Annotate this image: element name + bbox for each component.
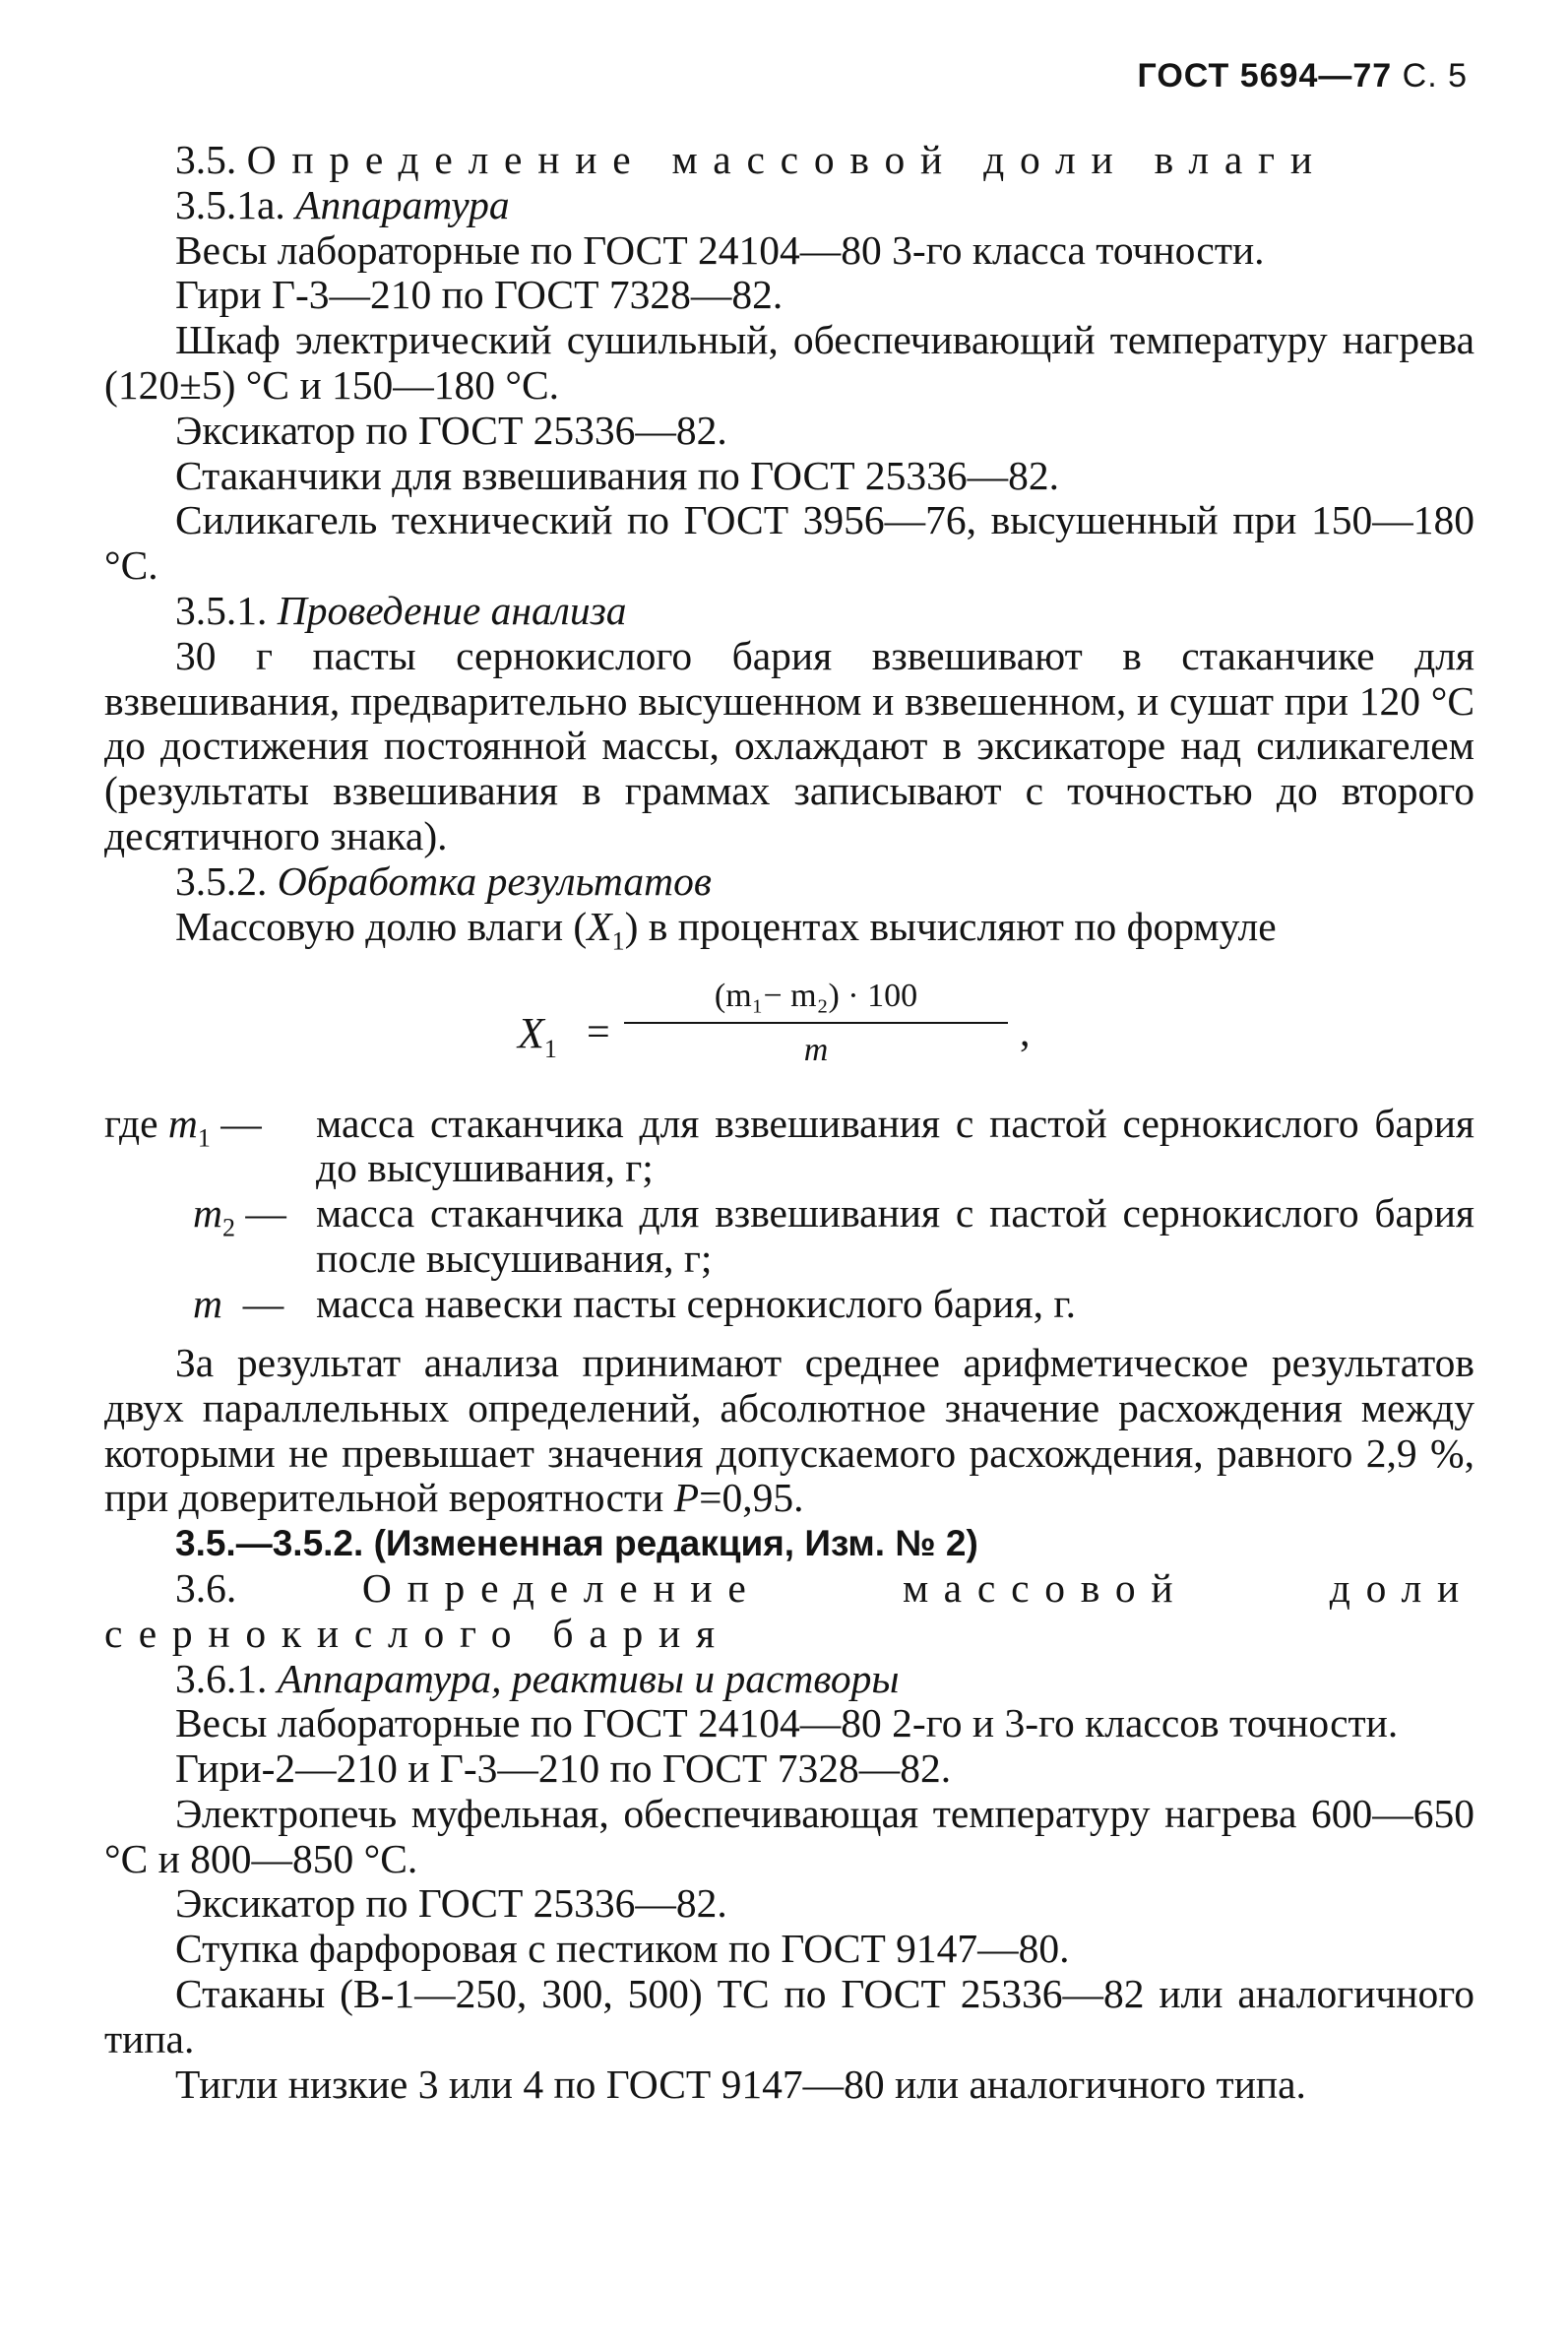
section-title: Определение массовой доли сернокислого бария <box>104 1564 1475 1656</box>
document-body <box>104 138 1474 2107</box>
definition-item: $m_2$ — масса стаканчика для взвешивания с пастой сернокислого бария после высушивания, г; <box>193 1190 1474 1282</box>
subsection-heading-3-6-1: 3.6.1. Аппаратура, реактивы и растворы <box>175 1655 900 1701</box>
subsection-heading-3-5-2: 3.5.2. Обработка результатов <box>175 857 712 904</box>
formula-numerator: (m₁− m₂) · 100 <box>624 974 1008 1025</box>
equipment-item: Гири-2—210 и Г-3—210 по ГОСТ 7328—82. <box>175 1745 952 1792</box>
amendment-note: 3.5.—3.5.2. (Измененная редакция, Изм. № 2) <box>175 1523 978 1564</box>
formula-comma: , <box>1020 1009 1031 1055</box>
equipment-item: Ступка фарфоровая с пестиком по ГОСТ 9147—80. <box>175 1926 1070 1972</box>
equipment-item: Стаканы (В-1—250, 300, 500) ТС по ГОСТ 25336—82 или аналогичного типа. <box>104 1971 1474 2062</box>
apparatus-item: Гири Г-3—210 по ГОСТ 7328—82. <box>175 272 784 318</box>
subsection-title: Аппаратура, реактивы и растворы <box>277 1655 900 1701</box>
apparatus-item: Шкаф электрический сушильный, обеспечивающий температуру нагрева (120±5) °С и 150—180 °С. <box>104 317 1474 408</box>
equipment-item: Эксикатор по ГОСТ 25336—82. <box>175 1880 727 1927</box>
definition-item: m — масса навески пасты сернокислого бария, г. <box>193 1280 1077 1326</box>
subsection-title: Проведение анализа <box>277 587 627 633</box>
section-heading-3-6: 3.6. Определение массовой доли сернокислого бария <box>104 1564 1475 1656</box>
formula-equals: = <box>587 1009 610 1055</box>
moisture-formula <box>104 972 1474 1094</box>
page-header <box>1138 57 1468 95</box>
equipment-item: Весы лабораторные по ГОСТ 24104—80 2-го и 3-го классов точности. <box>175 1700 1399 1746</box>
equipment-item: Электропечь муфельная, обеспечивающая температуру нагрева 600—650 °С и 800—850 °С. <box>104 1790 1474 1881</box>
section-title: Определение массовой доли влаги <box>246 137 1328 182</box>
subsection-heading-3-5-1: 3.5.1. Проведение анализа <box>175 587 627 633</box>
equipment-item: Тигли низкие 3 или 4 по ГОСТ 9147—80 или аналогичного типа. <box>175 2061 1306 2107</box>
subsection-title: Обработка результатов <box>277 857 712 904</box>
formula-denominator: m <box>803 1032 829 1069</box>
definition-item: где $m_1$ — масса стаканчика для взвешивания с пастой сернокислого бария до высушивания, г; <box>104 1100 1474 1191</box>
apparatus-item: Весы лабораторные по ГОСТ 24104—80 3-го класса точности. <box>175 226 1265 273</box>
subsection-title: Аппаратура <box>295 181 510 227</box>
analysis-procedure-text: 30 г пасты сернокислого бария взвешивают в стаканчике для взвешивания, предварительно высушенном и взвешенном, и сушат при 120 °С до достижения постоянной массы, охлаждают в эксикаторе над силикагелем (результаты взвешивания в граммах записывают с точностью до второго десятичного знака). <box>104 632 1474 858</box>
standard-number: ГОСТ 5694—77 <box>1137 57 1393 95</box>
apparatus-item: Стаканчики для взвешивания по ГОСТ 25336—82. <box>175 452 1060 498</box>
formula-lhs: $X_1$ <box>518 1008 557 1063</box>
formula-definitions <box>104 1102 1474 1341</box>
apparatus-item: Эксикатор по ГОСТ 25336—82. <box>175 407 727 453</box>
formula-intro: Массовую долю влаги $(X_1)$ в процентах вычисляют по формуле <box>175 903 1277 955</box>
apparatus-item: Силикагель технический по ГОСТ 3956—76, высушенный при 150—180 °С. <box>104 497 1474 589</box>
subsection-heading-3-5-1a: 3.5.1а. Аппаратура <box>175 181 510 227</box>
result-paragraph: За результат анализа принимают среднее арифметическое результатов двух параллельных определений, абсолютное значение расхождения между которыми не превышает значения допускаемого расхождения, равного 2,9 %, при доверительной вероятности P=0,95. <box>104 1339 1474 1521</box>
page-number: С. 5 <box>1402 57 1468 95</box>
formula-fraction <box>624 974 1008 1074</box>
section-heading-3-5: 3.5. Определение массовой доли влаги <box>175 137 1328 182</box>
